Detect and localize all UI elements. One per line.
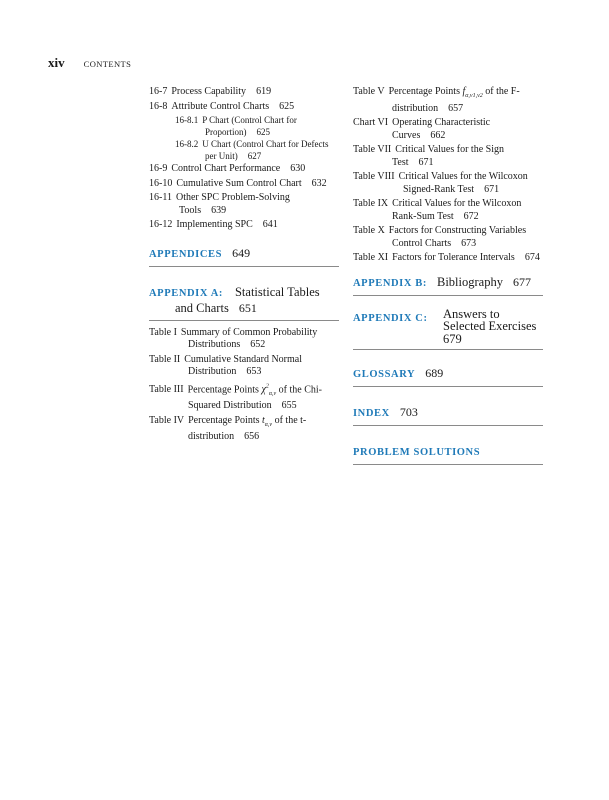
toc-entry[interactable]: 16-12 Implementing SPC 641 [149,219,278,230]
toc-table-entry[interactable]: Chart VI Operating Characteristic Curves 662 [353,117,491,141]
toc-subentry[interactable]: 16-8.2 U Chart (Control Chart for Defects per Unit) 627 [175,139,329,161]
appendix-c-label: APPENDIX C: [353,312,428,324]
appendix-a-title-line1: Statistical Tables [234,284,320,299]
toc-entry[interactable]: 16-9 Control Chart Performance 630 [149,163,306,174]
appendix-a-label: APPENDIX A: [149,287,223,299]
toc-table-entry[interactable]: Table IX Critical Values for the Wilcoxon Rank-Sum Test 672 [353,198,522,222]
toc-entry[interactable]: 16-10 Cumulative Sum Control Chart 632 [149,177,327,189]
toc-table-entry[interactable]: Table V Percentage Points $f_{\alpha,\nu 1,\nu 2}$ of the F-distribution 657 [353,86,520,114]
toc-table-entry[interactable]: Table I Summary of Common Probability Distributions 652 [149,326,318,350]
appendices-heading[interactable] [149,244,339,266]
appendix-a-title-line2: and Charts [175,300,229,315]
index-label: INDEX [353,408,390,419]
appendix-b-label: APPENDIX B: [353,277,427,289]
problem-solutions-heading[interactable] [353,442,543,464]
appendix-a-table-list [149,327,339,444]
toc-entry[interactable]: 16-7 Process Capability 619 [149,86,272,97]
toc-entry[interactable]: 16-11 Other SPC Problem-Solving Tools 639 [149,192,290,216]
running-title: CONTENTS [83,59,132,69]
problem-solutions-label: PROBLEM SOLUTIONS [353,447,481,458]
appendix-c-title-line1: Answers to [443,306,500,321]
appendix-b-page: 677 [512,274,531,289]
toc-table-entry[interactable]: Table II Cumulative Standard Normal Distribution 653 [149,353,302,377]
glossary-heading[interactable] [353,364,543,386]
section-rule [353,425,543,426]
contents-left-column [149,86,339,446]
contents-right-column [353,86,543,465]
glossary-page: 689 [425,366,444,380]
section-rule [353,386,543,387]
appendices-page: 649 [232,245,251,260]
toc-table-entry[interactable]: Table X Factors for Constructing Variables Control Charts 673 [353,225,527,249]
appendix-c-heading[interactable] [353,308,543,350]
toc-table-entry[interactable]: Table XI Factors for Tolerance Intervals 674 [353,252,540,263]
toc-table-entry[interactable]: Table VIII Critical Values for the Wilcoxon Signed-Rank Test 671 [353,171,528,195]
appendix-b-heading[interactable] [353,273,543,295]
t-symbol: $t_{\alpha,\nu}$ [262,414,273,428]
page-number: xiv [48,55,65,70]
section-rule [149,320,339,321]
chi-squared-symbol: $\chi^2_{\alpha,\nu}$ [261,383,277,397]
toc-table-entry[interactable]: Table IV Percentage Points $t_{\alpha,\nu}$ of the t-distribution 656 [149,414,307,443]
section-rule [353,464,543,465]
index-page: 703 [399,405,418,419]
toc-subentry[interactable]: 16-8.1 P Chart (Control Chart for Proportion) 625 [175,115,297,137]
index-heading[interactable] [353,403,543,425]
appendix-a-page: 651 [238,300,257,315]
appendix-a-heading[interactable] [149,283,339,320]
glossary-label: GLOSSARY [353,369,416,380]
section-rule [149,266,339,267]
running-head [48,55,131,71]
appendices-label: APPENDICES [149,248,223,260]
appendix-c-title-line2: Selected Exercises [443,319,537,333]
toc-entry[interactable]: 16-8 Attribute Control Charts 625 [149,100,295,112]
appendix-c-page: 679 [443,331,462,346]
section-rule [353,349,543,350]
section-rule [353,295,543,296]
toc-table-entry[interactable]: Table III Percentage Points $\chi^2_{\alpha,\nu}$ of the Chi-Squared Distribution 655 [149,383,322,412]
f-symbol: $f_{\alpha,\nu 1,\nu 2}$ [462,86,483,99]
toc-table-entry[interactable]: Table VII Critical Values for the Sign Test 671 [353,144,504,168]
appendix-b-title: Bibliography [436,274,503,289]
